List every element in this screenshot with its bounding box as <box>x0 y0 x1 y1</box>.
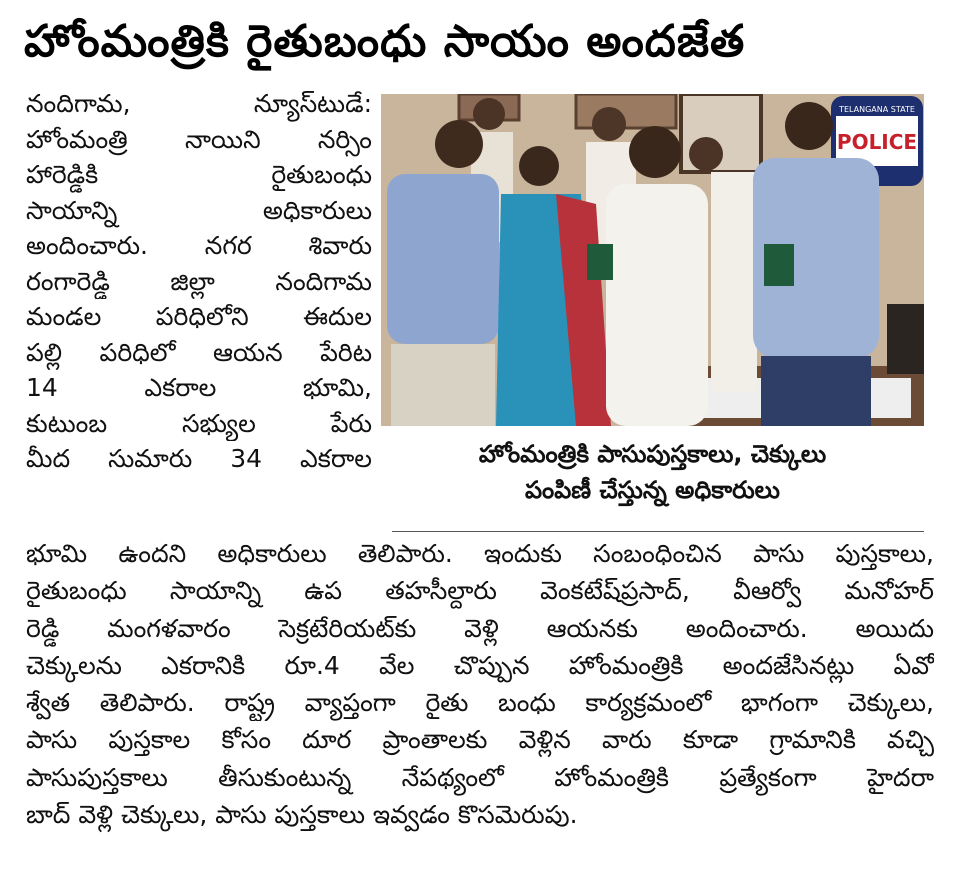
column-line: రంగారెడ్డి జిల్లా నందిగామ <box>26 266 372 296</box>
body-line: రెడ్డి మంగళవారం సెక్రటేరియట్‌కు వెళ్లి ఆయనకు అందించారు. అయిదు <box>26 613 934 643</box>
column-line: సాయాన్ని అధికారులు <box>26 195 372 225</box>
column-line: హోంమంత్రి నాయిని నర్సిం <box>26 124 372 154</box>
column-line: నందిగామ, న్యూస్‌టుడే: <box>26 89 372 118</box>
svg-text:TELANGANA STATE: TELANGANA STATE <box>839 105 915 114</box>
column-line: పల్లి పరిధిలో ఆయన పేరిట <box>26 337 372 367</box>
photo-illustration <box>381 94 924 426</box>
column-line: మండల పరిధిలోని ఈదుల <box>26 302 372 331</box>
body-line: పాసు పుస్తకాల కోసం దూర ప్రాంతాలకు వెళ్లిన వారు కూడా గ్రామానికి వచ్చి <box>26 725 934 755</box>
body-line: శ్వేత తెలిపారు. రాష్ట్ర వ్యాప్తంగా రైతు బంధు కార్యక్రమంలో భాగంగా చెక్కులు, <box>26 688 934 718</box>
column-line: కుటుంబ సభ్యుల పేరు <box>26 408 372 438</box>
body-line: రైతుబంధు సాయాన్ని ఉప తహసీల్దారు వెంకటేష్‌ప్రసాద్‌, వీఆర్వో మనోహర్ <box>26 576 934 606</box>
headline: హోంమంత్రికి రైతుబంధు సాయం అందజేత <box>24 16 746 67</box>
body-line: చెక్కులను ఎకరానికి రూ.4 వేల చొప్పున హోంమంత్రికి అందజేసినట్లు ఏవో <box>26 650 934 680</box>
body-line: పాసుపుస్తకాలు తీసుకుంటున్న నేపథ్యంలో హోంమంత్రికి ప్రత్యేకంగా హైదరా <box>26 762 934 792</box>
passbook-icon <box>587 244 613 280</box>
passbook-icon <box>764 244 794 286</box>
caption-divider <box>392 531 924 532</box>
caption-line: పంపిణీ చేస్తున్న అధికారులు <box>524 476 780 504</box>
caption-line: హోంమంత్రికి పాసుపుస్తకాలు, చెక్కులు <box>478 440 827 468</box>
article-column-text <box>26 86 372 477</box>
column-line: అందించారు. నగర శివారు <box>26 231 372 260</box>
news-photo <box>381 94 924 426</box>
column-line: హారెడ్డికి రైతుబంధు <box>26 160 372 189</box>
column-line: మీద సుమారు 34 ఎకరాల <box>26 444 372 473</box>
article-body-text <box>26 535 934 833</box>
column-line: 14 ఎకరాల భూమి, <box>26 373 372 402</box>
svg-text:POLICE: POLICE <box>836 130 918 154</box>
photo-caption <box>381 436 924 508</box>
body-line: భూమి ఉందని అధికారులు తెలిపారు. ఇందుకు సంబంధించిన పాసు పుస్తకాలు, <box>26 539 934 568</box>
body-line: బాద్ వెళ్లి చెక్కులు, పాసు పుస్తకాలు ఇవ్వడం కొసమెరుపు. <box>26 800 578 830</box>
